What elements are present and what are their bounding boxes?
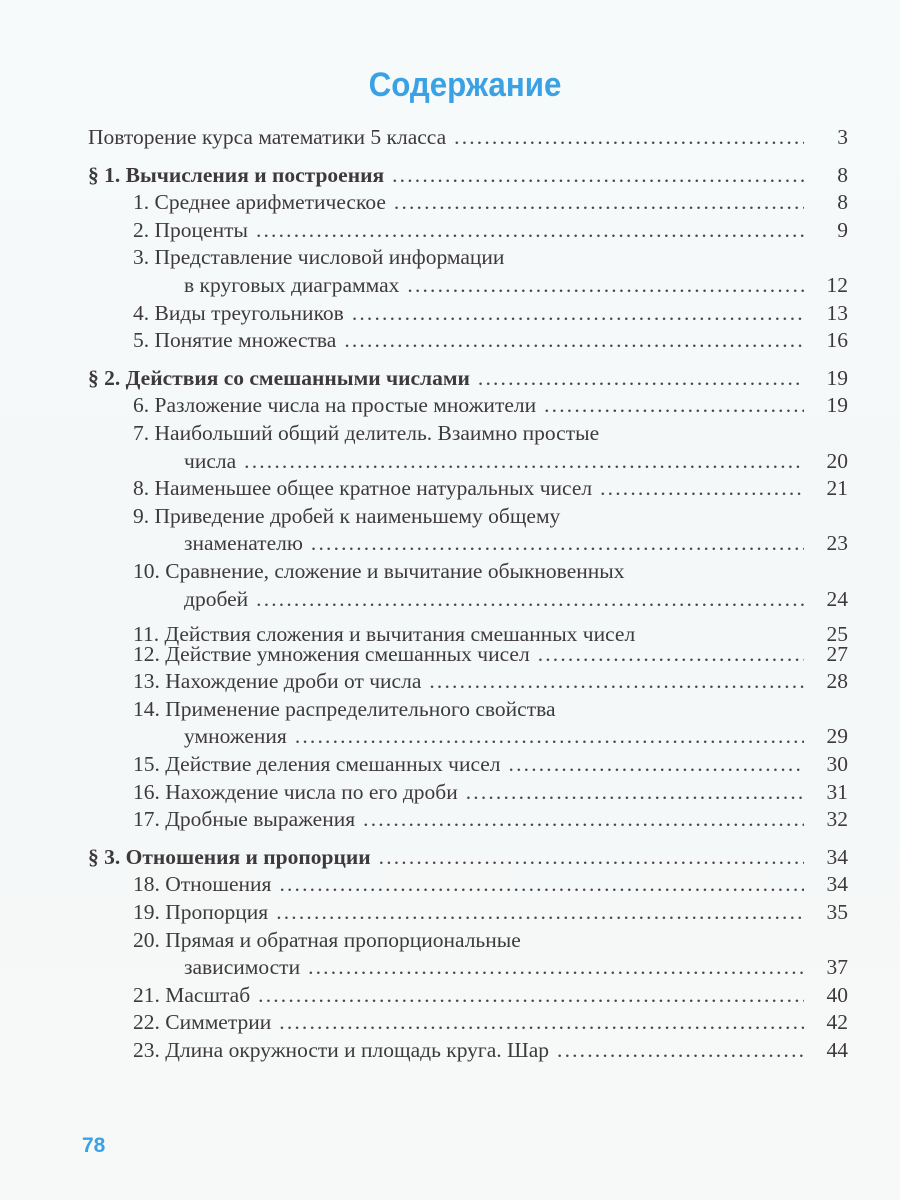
toc-item-label: Среднее арифметическое xyxy=(154,190,386,215)
toc-item-label: Симметрии xyxy=(165,1010,272,1035)
toc-section-label: § 2. Действия со смешанными числами xyxy=(88,365,470,390)
toc-page-number: 30 xyxy=(826,752,848,777)
toc-item-label: дробей xyxy=(184,586,249,611)
toc-item-number: 2. xyxy=(133,217,150,242)
toc-page-number: 8 xyxy=(837,190,848,215)
toc-item-7[interactable] xyxy=(88,420,848,448)
dot-leader xyxy=(557,1037,804,1065)
toc-item-label: Пропорция xyxy=(165,900,269,925)
toc-item-4[interactable] xyxy=(88,300,848,328)
toc-item-label: Наибольший общий делитель. Взаимно простые xyxy=(154,420,600,445)
table-of-contents xyxy=(88,124,848,1065)
dot-leader xyxy=(295,723,804,751)
toc-page-number: 32 xyxy=(826,807,848,832)
toc-section-2[interactable] xyxy=(88,365,848,393)
toc-page-number: 19 xyxy=(826,365,848,390)
toc-item-10-continued[interactable] xyxy=(88,586,848,614)
dot-leader xyxy=(429,668,804,696)
toc-page-number: 27 xyxy=(826,641,848,666)
toc-item-number: 20. xyxy=(133,927,160,952)
toc-page-number: 34 xyxy=(826,844,848,869)
toc-item-14-continued[interactable] xyxy=(88,723,848,751)
toc-item-9-continued[interactable] xyxy=(88,530,848,558)
toc-item-label: Виды треугольников xyxy=(154,300,344,325)
toc-item-number: 15. xyxy=(133,752,160,777)
toc-item-number: 3. xyxy=(133,245,150,270)
toc-page-number: 44 xyxy=(826,1038,848,1062)
toc-page-number: 25 xyxy=(826,621,848,646)
toc-item-number: 12. xyxy=(133,641,160,666)
toc-item-label: знаменателю xyxy=(184,531,303,556)
dot-leader xyxy=(379,844,804,872)
toc-item-5[interactable] xyxy=(88,327,848,355)
toc-item-22[interactable] xyxy=(88,1009,848,1037)
toc-item-label: Понятие множества xyxy=(154,328,337,353)
toc-item-20[interactable] xyxy=(88,927,848,955)
dot-leader xyxy=(308,954,804,982)
toc-page-number: 9 xyxy=(837,217,848,242)
toc-entry-label: Повторение курса математики 5 класса xyxy=(88,125,447,149)
toc-item-number: 4. xyxy=(133,300,150,325)
dot-leader xyxy=(363,806,804,834)
dot-leader xyxy=(276,899,804,927)
toc-page-number: 31 xyxy=(826,779,848,804)
toc-item-label: Масштаб xyxy=(165,982,251,1007)
toc-item-label: Длина окружности и площадь круга. Шар xyxy=(165,1038,550,1062)
toc-item-6[interactable] xyxy=(88,392,848,420)
toc-item-label: Действия сложения и вычитания смешанных чисел xyxy=(164,621,636,646)
toc-page-number: 29 xyxy=(826,724,848,749)
toc-page-number: 20 xyxy=(826,448,848,473)
toc-item-18[interactable] xyxy=(88,871,848,899)
toc-page-number: 42 xyxy=(826,1010,848,1035)
toc-item-number: 9. xyxy=(133,503,150,528)
toc-item-number: 18. xyxy=(133,872,160,897)
toc-section-label: § 3. Отношения и пропорции xyxy=(88,844,371,869)
toc-item-7-continued[interactable] xyxy=(88,448,848,476)
dot-leader xyxy=(466,779,804,807)
toc-item-3[interactable] xyxy=(88,244,848,272)
toc-page-number: 34 xyxy=(826,872,848,897)
toc-page-number: 23 xyxy=(826,531,848,556)
dot-leader xyxy=(394,189,804,217)
toc-page-number: 28 xyxy=(826,669,848,694)
toc-item-number: 16. xyxy=(133,779,160,804)
dot-leader xyxy=(643,613,804,641)
toc-item-number: 10. xyxy=(133,558,160,583)
dot-leader xyxy=(454,124,804,152)
dot-leader xyxy=(352,300,804,328)
toc-item-label: Нахождение дроби от числа xyxy=(165,669,422,694)
dot-leader xyxy=(311,530,804,558)
toc-page-number: 12 xyxy=(826,272,848,297)
toc-item-9[interactable] xyxy=(88,503,848,531)
toc-item-21[interactable] xyxy=(88,982,848,1010)
toc-item-number: 8. xyxy=(133,476,150,501)
dot-leader xyxy=(244,448,804,476)
toc-item-2[interactable] xyxy=(88,217,848,245)
toc-item-16[interactable] xyxy=(88,779,848,807)
toc-item-label: Применение распределительного свойства xyxy=(165,696,556,721)
dot-leader xyxy=(478,365,804,393)
toc-page-number: 19 xyxy=(826,393,848,418)
toc-item-label: зависимости xyxy=(184,955,301,980)
toc-item-3-continued[interactable] xyxy=(88,272,848,300)
toc-item-label: числа xyxy=(184,448,237,473)
toc-item-number: 21. xyxy=(133,982,160,1007)
toc-page-number: 8 xyxy=(837,162,848,187)
dot-leader xyxy=(256,586,804,614)
toc-item-number: 6. xyxy=(133,393,150,418)
toc-item-label: Нахождение числа по его дроби xyxy=(165,779,458,804)
toc-item-label: Отношения xyxy=(165,872,272,897)
toc-item-number: 5. xyxy=(133,328,150,353)
toc-item-label: в круговых диаграммах xyxy=(184,272,400,297)
toc-item-label: Представление числовой информации xyxy=(154,245,505,270)
page-number: 78 xyxy=(82,1134,106,1157)
toc-item-15[interactable] xyxy=(88,751,848,779)
toc-page-number: 21 xyxy=(826,476,848,501)
toc-entry-intro[interactable] xyxy=(88,124,848,152)
toc-item-label: Действие деления смешанных чисел xyxy=(165,752,501,777)
toc-item-label: умножения xyxy=(184,724,287,749)
toc-item-number: 11. xyxy=(133,621,160,646)
toc-item-10[interactable] xyxy=(88,558,848,586)
dot-leader xyxy=(279,1009,804,1037)
dot-leader xyxy=(600,475,804,503)
toc-item-23[interactable] xyxy=(88,1037,848,1065)
toc-item-number: 1. xyxy=(133,190,150,215)
toc-page-number: 35 xyxy=(826,900,848,925)
dot-leader xyxy=(509,751,804,779)
toc-section-1[interactable] xyxy=(88,162,848,190)
toc-item-number: 14. xyxy=(133,696,160,721)
toc-section-label: § 1. Вычисления и построения xyxy=(88,162,385,187)
toc-item-19[interactable] xyxy=(88,899,848,927)
dot-leader xyxy=(279,871,804,899)
dot-leader xyxy=(258,982,804,1010)
toc-item-14[interactable] xyxy=(88,696,848,724)
toc-section-3[interactable] xyxy=(88,844,848,872)
toc-item-17[interactable] xyxy=(88,806,848,834)
dot-leader xyxy=(256,217,804,245)
toc-item-12[interactable] xyxy=(88,641,848,669)
toc-item-number: 17. xyxy=(133,807,160,832)
toc-item-13[interactable] xyxy=(88,668,848,696)
toc-item-number: 23. xyxy=(133,1038,160,1062)
toc-item-label: Приведение дробей к наименьшему общему xyxy=(154,503,561,528)
toc-item-number: 19. xyxy=(133,900,160,925)
toc-page-number: 37 xyxy=(826,955,848,980)
toc-page-number: 40 xyxy=(826,982,848,1007)
toc-item-8[interactable] xyxy=(88,475,848,503)
toc-item-20-continued[interactable] xyxy=(88,954,848,982)
toc-item-number: 7. xyxy=(133,420,150,445)
dot-leader xyxy=(392,162,804,190)
toc-item-label: Действие умножения смешанных чисел xyxy=(165,641,530,666)
toc-item-label: Разложение числа на простые множители xyxy=(154,393,537,418)
dot-leader xyxy=(538,641,804,669)
dot-leader xyxy=(344,327,804,355)
dot-leader xyxy=(544,392,804,420)
toc-page-number: 24 xyxy=(826,586,848,611)
toc-page-number: 13 xyxy=(826,300,848,325)
toc-item-label: Проценты xyxy=(154,217,248,242)
toc-item-1[interactable] xyxy=(88,189,848,217)
toc-item-label: Наименьшее общее кратное натуральных чисел xyxy=(154,476,593,501)
toc-item-number: 22. xyxy=(133,1010,160,1035)
toc-page-number: 16 xyxy=(826,328,848,353)
toc-item-label: Дробные выражения xyxy=(165,807,356,832)
dot-leader xyxy=(407,272,804,300)
toc-item-11[interactable] xyxy=(88,613,848,646)
toc-item-label: Сравнение, сложение и вычитание обыкновенных xyxy=(165,558,625,583)
toc-item-number: 13. xyxy=(133,669,160,694)
toc-page-number: 3 xyxy=(837,125,848,149)
toc-item-label: Прямая и обратная пропорциональные xyxy=(165,927,521,952)
page-title: Содержание xyxy=(368,66,562,104)
